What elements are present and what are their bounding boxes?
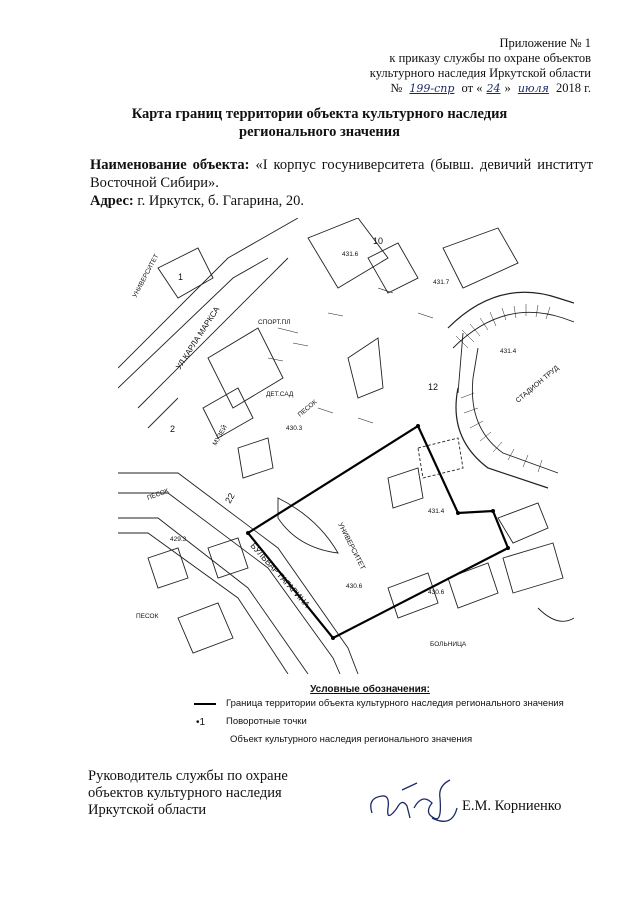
label-hospital: БОЛЬНИЦА [430,641,467,648]
order-month: июля [517,82,549,95]
title-line-2: регионального значения [239,124,400,140]
label-gagarin-boulevard: БУЛЬВАР ГАГАРИНА [248,540,312,610]
legend-points-text: Поворотные точки [226,716,307,727]
label-sand-3: ПЕСОК [136,613,159,620]
signer-name: Е.М. Корниенко [462,798,562,814]
label-height-1: 431.6 [342,251,359,258]
object-name-value: «I корпус госуниверситета (бывш. девичий институт Восточной Сибири». [90,157,593,191]
title-line-1: Карта границ территории объекта культурного наследия [131,106,508,122]
document-title [0,105,639,141]
order-number-line [370,81,591,96]
object-name-label: Наименование объекта: [90,157,250,173]
object-name [90,156,593,192]
boundary-map [118,218,574,674]
order-reference-line-2: культурного наследия Иркутской области [369,66,591,80]
legend-points-row [190,713,590,731]
address-value: г. Иркутск, б. Гагарина, 20. [137,193,305,209]
order-day: 24 [486,82,501,95]
label-height-8: 429.3 [170,536,187,543]
label-sand-2: ПЕСОК [296,398,319,419]
label-number-2: 2 [170,424,176,434]
label-height-6: 430.6 [346,583,363,590]
signer-position-line-1: Руководитель службы по охране [88,768,288,784]
signer-position [88,768,288,819]
object-address [90,192,304,210]
label-museum: МУЗЕЙ [211,424,229,447]
label-sport-ground: СПОРТ.ПЛ [258,319,291,326]
legend-boundary-text: Граница территории объекта культурного наследия регионального значения [226,698,564,709]
legend-object-text: Объект культурного наследия регионального значения [230,734,473,745]
turning-point-symbol: •1 [196,717,206,728]
map-legend [190,684,590,749]
label-height-3: 431.4 [500,348,517,355]
label-kindergarten: ДЕТ.САД [266,391,294,398]
label-height-2: 431.7 [433,279,450,286]
document-header [370,36,591,96]
close-quote: » [504,81,511,95]
legend-object-row [190,731,590,749]
legend-boundary-row [190,695,590,713]
label-sand-1: ПЕСОК [146,487,170,502]
label-height-7: 430.6 [428,589,445,596]
number-sign: № [390,81,403,95]
label-university-main: УНИВЕРСИТЕТ [336,521,366,572]
signer-position-line-2: объектов культурного наследия [88,785,282,801]
legend-title: Условные обозначения: [310,684,430,695]
label-stadium: СТАДИОН ТРУД [514,364,561,405]
label-number-22: 22 [223,491,237,505]
label-karl-marx-street: УЛ.КАРЛА МАРКСА [174,305,222,372]
order-year: 2018 г. [556,81,591,95]
handwritten-signature [362,768,472,838]
boundary-line-symbol [194,703,216,705]
signer-position-line-3: Иркутской области [88,802,207,818]
label-height-4: 430.3 [286,425,303,432]
from-text: от « [461,81,483,95]
order-reference-line: к приказу службы по охране объектов [389,51,591,65]
address-label: Адрес: [90,193,134,209]
label-university-left: УНИВЕРСИТЕТ [131,253,161,299]
order-number: 199-спр [409,82,455,95]
label-number-1: 1 [178,272,184,282]
label-height-5: 431.4 [428,508,445,515]
label-number-12: 12 [428,382,439,392]
map-drawing [118,218,574,674]
label-number-10: 10 [373,236,384,246]
appendix-label: Приложение № 1 [499,36,591,50]
